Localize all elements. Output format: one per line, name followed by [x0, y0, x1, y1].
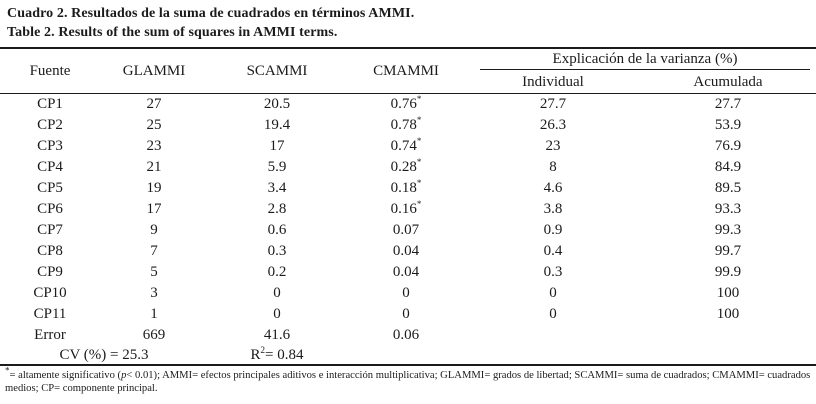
cell-glammi: 27: [146, 96, 162, 112]
cell-scammi: 17: [269, 138, 285, 154]
footnote: [0, 366, 816, 395]
r-squared-rest: = 0.84: [265, 347, 304, 363]
cell-individual: 3.8: [543, 201, 563, 217]
cell-cmammi: 0.74*: [390, 136, 422, 154]
title-block: [0, 0, 816, 42]
cell-individual: 8: [549, 159, 557, 175]
cell-scammi: 0.6: [267, 222, 287, 238]
cell-cmammi: 0: [402, 285, 410, 301]
cell-cmammi: 0.78*: [390, 115, 422, 133]
cell-fuente: CP8: [37, 243, 63, 259]
table-row: [0, 199, 816, 220]
table-row: [0, 115, 816, 136]
page-title-english: Table 2. Results of the sum of squares in AMMI terms.: [7, 25, 338, 40]
cell-fuente: CP2: [37, 117, 63, 133]
table-header: [0, 48, 816, 94]
cell-glammi: 7: [150, 243, 158, 259]
cell-individual: [466, 325, 640, 346]
header-variance-group: [466, 48, 816, 72]
header-scammi: SCAMMI: [246, 62, 308, 79]
cell-glammi: 23: [146, 138, 162, 154]
table-row: [0, 262, 816, 283]
cell-individual: 27.7: [539, 96, 567, 112]
empty-cell: [346, 346, 466, 365]
cell-fuente: CP11: [33, 306, 67, 322]
cell-glammi: 669: [142, 327, 166, 343]
table-row: [0, 304, 816, 325]
cell-fuente: CP4: [37, 159, 63, 175]
cell-cmammi: 0.07: [392, 222, 420, 238]
cell-glammi: 19: [146, 180, 162, 196]
cell-fuente: CP9: [37, 264, 63, 280]
cell-acumulada: 27.7: [714, 96, 742, 112]
variance-group-label: Explicación de la varianza (%): [480, 51, 810, 70]
cell-fuente: CP3: [37, 138, 63, 154]
cell-individual: 0.4: [543, 243, 563, 259]
table-body: [0, 94, 816, 347]
cell-cmammi: 0.18*: [390, 178, 422, 196]
footnote-asterisk: *: [5, 365, 10, 376]
header-individual: Individual: [522, 74, 584, 90]
table-row: [0, 220, 816, 241]
table-row: [0, 283, 816, 304]
cell-fuente: Error: [34, 327, 66, 343]
cell-scammi: 3.4: [267, 180, 287, 196]
cell-scammi: 19.4: [263, 117, 291, 133]
cell-scammi: 5.9: [267, 159, 287, 175]
cell-cmammi: 0.28*: [390, 157, 422, 175]
significance-star: *: [416, 136, 422, 146]
cell-glammi: 25: [146, 117, 162, 133]
cell-cmammi: 0.16*: [390, 199, 422, 217]
table-row: [0, 325, 816, 346]
cell-acumulada: 84.9: [714, 159, 742, 175]
significance-star: *: [416, 94, 422, 104]
cell-scammi: 2.8: [267, 201, 287, 217]
header-fuente: Fuente: [29, 62, 71, 79]
cell-acumulada: 93.3: [714, 201, 742, 217]
cell-individual: 26.3: [539, 117, 567, 133]
cell-acumulada: 89.5: [714, 180, 742, 196]
cell-acumulada: 76.9: [714, 138, 742, 154]
cell-glammi: 1: [150, 306, 158, 322]
cell-fuente: CP5: [37, 180, 63, 196]
cell-individual: 0: [549, 285, 557, 301]
cell-glammi: 9: [150, 222, 158, 238]
cell-scammi: 0: [273, 285, 281, 301]
cell-cmammi: 0: [402, 306, 410, 322]
header-glammi: GLAMMI: [122, 62, 186, 79]
cv-value: [0, 346, 208, 365]
cell-acumulada: 100: [716, 285, 740, 301]
footnote-p-italic: p: [121, 370, 127, 381]
cell-acumulada: [640, 325, 816, 346]
empty-cell: [466, 346, 640, 365]
table-row: [0, 241, 816, 262]
cell-acumulada: 99.9: [714, 264, 742, 280]
cell-cmammi: 0.06: [392, 327, 420, 343]
significance-star: *: [416, 178, 422, 188]
cell-cmammi: 0.76*: [390, 94, 422, 112]
significance-star: *: [416, 115, 422, 125]
cell-fuente: CP10: [33, 285, 67, 301]
empty-cell: [640, 346, 816, 365]
table-row: [0, 94, 816, 116]
cell-glammi: 17: [146, 201, 162, 217]
header-cmammi: CMAMMI: [373, 62, 439, 79]
cell-individual: 23: [545, 138, 561, 154]
footnote-text-2: < 0.01); AMMI= efectos principales aditivos e interacción multiplicativa; GLAMMI= grados de libertad; SCAMMI= suma de cuadrados; CMAMMI= cuadrados medios; CP= componente principal.: [5, 370, 811, 394]
cell-cmammi: 0.04: [392, 264, 420, 280]
table-footer-body: [0, 346, 816, 365]
r-squared-exponent: 2: [260, 345, 266, 355]
cell-individual: 0.9: [543, 222, 563, 238]
cell-scammi: 41.6: [263, 327, 291, 343]
header-row-top: [0, 48, 816, 72]
page-title-spanish: Cuadro 2. Resultados de la suma de cuadrados en términos AMMI.: [7, 6, 415, 21]
cell-fuente: CP6: [37, 201, 63, 217]
results-table: [0, 47, 816, 366]
cell-glammi: 21: [146, 159, 162, 175]
significance-star: *: [416, 157, 422, 167]
cell-scammi: 0.2: [267, 264, 287, 280]
cell-acumulada: 53.9: [714, 117, 742, 133]
cell-individual: 0: [549, 306, 557, 322]
significance-star: *: [416, 199, 422, 209]
footnote-text-1: = altamente significativo (: [9, 370, 122, 381]
cell-scammi: 0: [273, 306, 281, 322]
table-row: [0, 157, 816, 178]
r-squared-base: R: [250, 347, 261, 363]
cell-individual: 0.3: [543, 264, 563, 280]
header-acumulada: Acumulada: [693, 74, 763, 90]
cell-acumulada: 99.7: [714, 243, 742, 259]
cell-acumulada: 99.3: [714, 222, 742, 238]
cell-acumulada: 100: [716, 306, 740, 322]
cell-fuente: CP7: [37, 222, 63, 238]
cv-row: [0, 346, 816, 365]
cell-scammi: 20.5: [263, 96, 291, 112]
table-row: [0, 136, 816, 157]
cell-cmammi: 0.04: [392, 243, 420, 259]
cv-label: CV (%) = 25.3: [59, 347, 149, 363]
r-squared-value: [208, 346, 346, 365]
table-row: [0, 178, 816, 199]
cell-glammi: 5: [150, 264, 158, 280]
cell-scammi: 0.3: [267, 243, 287, 259]
cell-fuente: CP1: [37, 96, 63, 112]
cell-individual: 4.6: [543, 180, 563, 196]
cell-glammi: 3: [150, 285, 158, 301]
